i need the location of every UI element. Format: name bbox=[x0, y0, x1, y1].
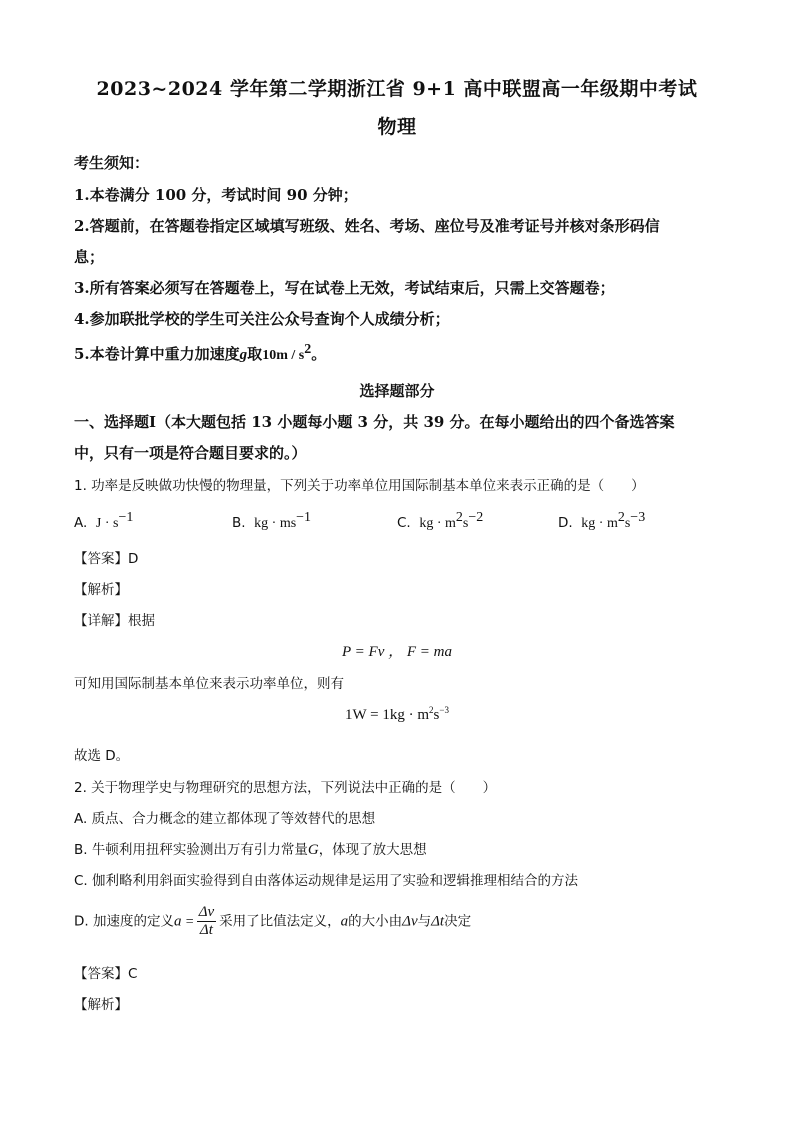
notice-item-2-cont: 息； bbox=[74, 248, 105, 266]
q1-derivation: 可知用国际制基本单位来表示功率单位，则有 bbox=[74, 676, 344, 692]
notice-heading: 考生须知： bbox=[74, 154, 150, 172]
section-title: 选择题部分 bbox=[359, 382, 435, 400]
gravity-value: 10m / s bbox=[262, 348, 305, 363]
notice-item-3: 3.所有答案必须写在答题卷上，写在试卷上无效，考试结束后，只需上交答题卷； bbox=[74, 279, 615, 297]
q1-formula-unit: $1W = 1kg \cdot m^2s^{-3}$ bbox=[345, 705, 449, 723]
notice-item-4: 4.参加联批学校的学生可关注公众号查询个人成绩分析； bbox=[74, 310, 450, 328]
acceleration-fraction: $\frac{\Delta v}{\Delta t}$ bbox=[198, 904, 215, 938]
notice-item-5 bbox=[74, 342, 326, 364]
q1-option-b: B. kg · $ms^{-1}$ bbox=[232, 510, 312, 531]
subject-title: 物理 bbox=[377, 116, 417, 138]
q2-answer: 【答案】C bbox=[74, 966, 138, 982]
q2-option-a: A. 质点、合力概念的建立都体现了等效替代的思想 bbox=[74, 811, 376, 827]
notice-item-5-suffix: 。 bbox=[311, 345, 327, 363]
q1-option-a: A. $J \cdot s^{-1}$ bbox=[74, 510, 134, 531]
q1-analysis: 【解析】 bbox=[74, 582, 128, 598]
part-heading-line2: 中，只有一项是符合题目要求的。） bbox=[74, 444, 307, 462]
q2-stem: 2. 关于物理学史与物理研究的思想方法，下列说法中正确的是（ ） bbox=[74, 780, 497, 796]
q2-option-c: C. 伽利略利用斜面实验得到自由落体运动规律是运用了实验和逻辑推理相结合的方法 bbox=[74, 873, 579, 889]
q1-formula-power: P = Fv ， F = ma bbox=[342, 644, 452, 660]
q1-detail: 【详解】根据 bbox=[74, 613, 155, 629]
notice-item-2: 2.答题前，在答题卷指定区域填写班级、姓名、考场、座位号及准考证号并核对条形码信 bbox=[74, 217, 660, 235]
q1-option-d: D. kg · $m^2s^{-3}$ bbox=[558, 510, 646, 531]
q1-option-c: C. kg · $m^2s^{-2}$ bbox=[397, 510, 484, 531]
q2-option-d: D. 加速度的定义a = $\frac{\Delta v}{\Delta t}$ 采用了比值法定义，a的大小由Δv与Δt决定 bbox=[74, 904, 472, 938]
notice-item-5-mid: 取 bbox=[247, 345, 263, 363]
q2-analysis: 【解析】 bbox=[74, 997, 128, 1013]
part-heading-line1: 一、选择题Ⅰ（本大题包括 13 小题每小题 3 分，共 39 分。在每小题给出的四个备选答案 bbox=[74, 413, 675, 431]
q2-option-b: B. 牛顿利用扭秤实验测出万有引力常量G，体现了放大思想 bbox=[74, 842, 427, 858]
gravity-symbol: g bbox=[239, 347, 248, 363]
notice-item-1: 1.本卷满分 100 分，考试时间 90 分钟； bbox=[74, 186, 358, 204]
q1-stem: 1. 功率是反映做功快慢的物理量，下列关于功率单位用国际制基本单位来表示正确的是（ ） bbox=[74, 478, 645, 494]
q1-conclusion: 故选 D。 bbox=[74, 748, 130, 764]
gravity-exponent: 2 bbox=[304, 342, 312, 357]
exam-title: 2023~2024 学年第二学期浙江省 9+1 高中联盟高一年级期中考试 bbox=[96, 78, 698, 100]
notice-item-5-prefix: 5.本卷计算中重力加速度 bbox=[74, 345, 240, 363]
q1-answer: 【答案】D bbox=[74, 551, 139, 567]
